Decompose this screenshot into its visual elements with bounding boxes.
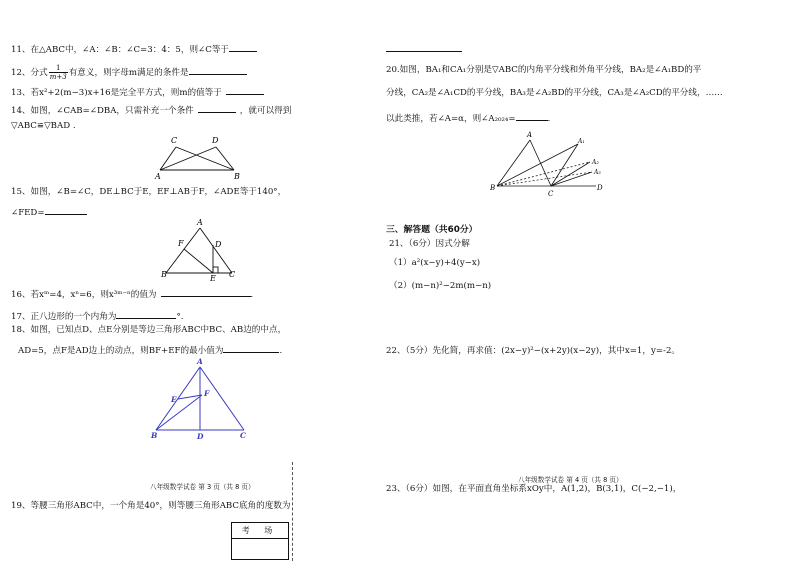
question-18-line2: AD=5，点F是AD边上的动点，则BF+EF的最小值为 . [18, 346, 283, 356]
question-23: 23、（6分）如图，在平面直角坐标系xOy中，A(1,2)，B(3,1)，C(−2,−1)， [386, 484, 682, 494]
fig14-label-D: D [212, 136, 219, 145]
question-21-part1: （1）a²(x−y)+4(y−x) [389, 258, 481, 268]
fig18-label-C: C [240, 431, 246, 440]
question-14: 14、如图，∠CAB=∠DBA，只需补充一个条件 ，就可以得到 [11, 106, 292, 116]
fig18-label-A: A [197, 357, 203, 366]
fig15-label-E: E [210, 274, 216, 283]
page-footer-right: 八年级数学试卷 第 4 页（共 8 页） [518, 476, 623, 484]
fig20-label-A1: A₁ [578, 138, 585, 145]
question-21: 21、（6分）因式分解 [389, 239, 470, 249]
fig20-label-C: C [548, 190, 554, 198]
fig18-label-B: B [151, 431, 158, 440]
question-22: 22、（5分）先化简，再求值：(2x−y)²−(x+2y)(x−2y)，其中x=1，y=-2。 [386, 346, 681, 356]
question-19: 19、等腰三角形ABC中，一个角是40°，则等腰三角形ABC底角的度数为 [11, 501, 291, 511]
fig20-label-A3: A₃ [594, 169, 601, 176]
question-15: 15、如图，∠B=∠C，DE⊥BC于E，EF⊥AB于F，∠ADE等于140°， [11, 187, 287, 197]
fig15-label-D: D [215, 240, 222, 249]
question-21-part2: （2）(m−n)²−2m(m−n) [389, 281, 492, 291]
fig15-label-C: C [229, 270, 236, 279]
fig20-label-B: B [490, 184, 496, 192]
question-11: 11、在△ABC中，∠A：∠B：∠C=3：4：5，则∠C等于 [11, 43, 257, 56]
fig15-label-B: B [161, 270, 167, 279]
question-16: 16、若xᵐ=4，xⁿ=6，则x³ᵐ⁻ⁿ的值为 . [11, 290, 254, 300]
question-14-line2: ▽ABC≌▽BAD . [11, 121, 76, 131]
question-20-line2: 分线，CA₂是∠A₁CD的平分线，BA₃是∠A₂BD的平分线，CA₃是∠A₂CD的平分线，…… [386, 88, 723, 98]
fig14-label-B: B [234, 172, 240, 181]
fig18-label-F: F [204, 389, 210, 398]
question-20-line3: 以此类推，若∠A=α，则∠A₂₀₂₄= . [386, 114, 551, 124]
fig20-label-A2: A₂ [592, 159, 599, 166]
fig20-label-D: D [597, 184, 603, 192]
question-12: 12、分式 $\frac{1}{m+3}$ 有意义，则字母m满足的条件是 [11, 64, 247, 81]
fraction: $\frac{1}{m+3}$ [49, 64, 67, 81]
fig15-label-A: A [197, 218, 203, 227]
fig14-label-A: A [155, 172, 161, 181]
question-17: 17、正八边形的一个内角为 °. [11, 312, 184, 322]
fig15-label-F: F [178, 239, 184, 248]
page-footer-left: 八年级数学试卷 第 3 页（共 8 页） [150, 483, 255, 491]
question-15-line2: ∠FED= [11, 206, 87, 219]
question-18: 18、如图，已知点D、点E分别是等边三角形ABC中BC、AB边的中点， [11, 325, 287, 335]
fig20-label-A: A [527, 131, 533, 139]
question-20: 20.如图，BA₁和CA₁分别是▽ABC的内角平分线和外角平分线，BA₂是∠A₁BD的平 [386, 65, 702, 75]
fig14-label-C: C [171, 136, 178, 145]
fig18-label-D: D [197, 432, 204, 441]
question-13: 13、若x²+2(m−3)x+16是完全平方式，则m的值等于 [11, 86, 264, 99]
exam-room-label: 考 场 [241, 526, 279, 535]
fig18-label-E: E [171, 395, 177, 404]
section-3-title: 三、解答题（共60分） [386, 225, 478, 235]
